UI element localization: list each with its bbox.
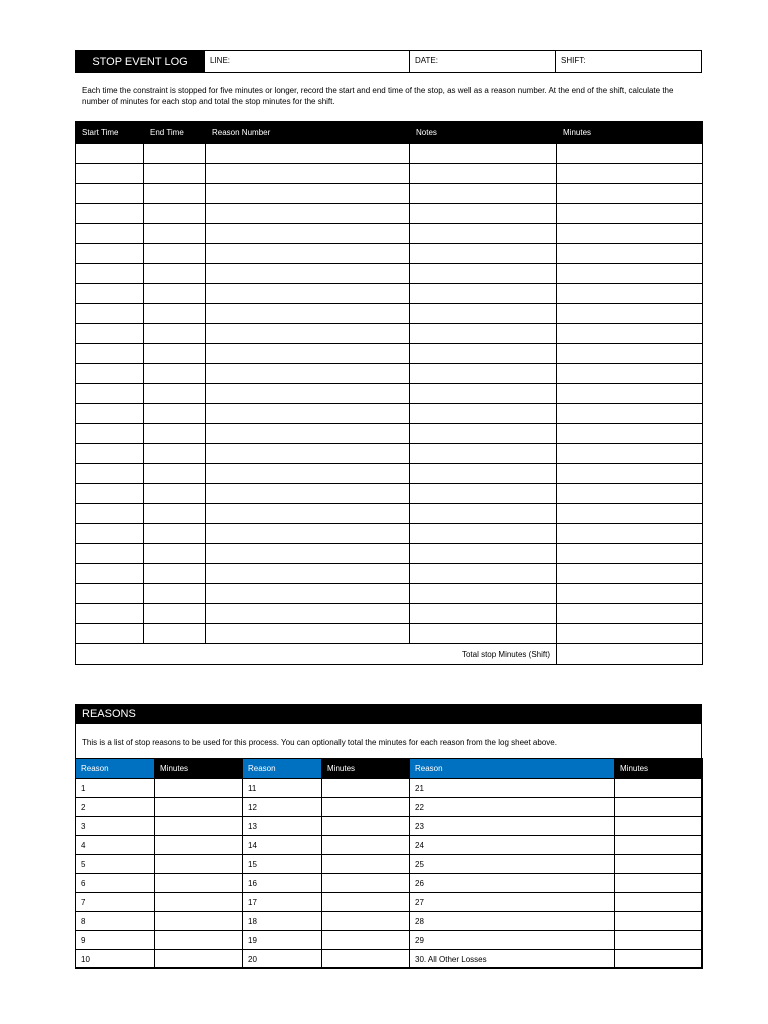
- notes-cell[interactable]: [410, 384, 557, 404]
- notes-cell[interactable]: [410, 524, 557, 544]
- reason-number: 14: [243, 836, 322, 855]
- table-row: [76, 604, 703, 624]
- end-time-cell[interactable]: [144, 304, 206, 324]
- reason-minutes-cell[interactable]: [322, 855, 410, 874]
- end-time-cell[interactable]: [144, 404, 206, 424]
- reason-minutes-cell[interactable]: [155, 912, 243, 931]
- reason-number: 20: [243, 950, 322, 969]
- reasons-description: This is a list of stop reasons to be used for this process. You can optionally total the minutes for each reason from the log sheet above.: [82, 738, 557, 747]
- reason-number: 8: [76, 912, 155, 931]
- end-time-cell[interactable]: [144, 584, 206, 604]
- reason-minutes-cell[interactable]: [615, 874, 703, 893]
- table-row: [76, 404, 703, 424]
- reason-minutes-cell[interactable]: [615, 950, 703, 969]
- start-time-cell[interactable]: [76, 544, 144, 564]
- reason-number: 15: [243, 855, 322, 874]
- start-time-cell[interactable]: [76, 324, 144, 344]
- total-label: Total stop Minutes (Shift): [76, 644, 557, 665]
- reason-minutes-cell[interactable]: [155, 798, 243, 817]
- col-reason: Reason: [243, 759, 322, 779]
- end-time-cell[interactable]: [144, 324, 206, 344]
- notes-cell[interactable]: [410, 184, 557, 204]
- total-row: [76, 644, 703, 665]
- reason-minutes-cell[interactable]: [155, 893, 243, 912]
- minutes-cell[interactable]: [557, 464, 703, 484]
- start-time-cell[interactable]: [76, 504, 144, 524]
- reason-number-cell[interactable]: [206, 604, 410, 624]
- notes-cell[interactable]: [410, 404, 557, 424]
- table-row: [76, 364, 703, 384]
- minutes-cell[interactable]: [557, 144, 703, 164]
- end-time-cell[interactable]: [144, 224, 206, 244]
- col-reason: Reason: [410, 759, 615, 779]
- end-time-cell[interactable]: [144, 484, 206, 504]
- reason-number: 26: [410, 874, 615, 893]
- start-time-cell[interactable]: [76, 484, 144, 504]
- reason-number-cell[interactable]: [206, 184, 410, 204]
- table-row: [76, 424, 703, 444]
- reason-number: 25: [410, 855, 615, 874]
- reason-number: 23: [410, 817, 615, 836]
- reason-minutes-cell[interactable]: [322, 893, 410, 912]
- reasons-title: REASONS: [76, 705, 701, 724]
- page-title: STOP EVENT LOG: [76, 51, 204, 72]
- table-row: [76, 324, 703, 344]
- reason-number-cell[interactable]: [206, 484, 410, 504]
- notes-cell[interactable]: [410, 324, 557, 344]
- reason-number-cell[interactable]: [206, 404, 410, 424]
- reason-number-cell[interactable]: [206, 544, 410, 564]
- reason-row: [76, 950, 703, 969]
- notes-cell[interactable]: [410, 624, 557, 644]
- shift-field[interactable]: SHIFT:: [555, 51, 701, 72]
- reason-number: 21: [410, 779, 615, 798]
- reason-number-cell[interactable]: [206, 324, 410, 344]
- table-row: [76, 224, 703, 244]
- reason-number: 30. All Other Losses: [410, 950, 615, 969]
- end-time-cell[interactable]: [144, 144, 206, 164]
- minutes-cell[interactable]: [557, 364, 703, 384]
- notes-cell[interactable]: [410, 484, 557, 504]
- minutes-cell[interactable]: [557, 624, 703, 644]
- table-row: [76, 184, 703, 204]
- notes-cell[interactable]: [410, 584, 557, 604]
- notes-cell[interactable]: [410, 284, 557, 304]
- start-time-cell[interactable]: [76, 404, 144, 424]
- notes-cell[interactable]: [410, 304, 557, 324]
- table-row: [76, 384, 703, 404]
- minutes-cell[interactable]: [557, 484, 703, 504]
- end-time-cell[interactable]: [144, 264, 206, 284]
- total-minutes-cell[interactable]: [557, 644, 703, 665]
- start-time-cell[interactable]: [76, 624, 144, 644]
- reason-number: 3: [76, 817, 155, 836]
- reason-row: [76, 836, 703, 855]
- table-row: [76, 144, 703, 164]
- minutes-cell[interactable]: [557, 584, 703, 604]
- col-minutes: Minutes: [155, 759, 243, 779]
- start-time-cell[interactable]: [76, 424, 144, 444]
- notes-cell[interactable]: [410, 604, 557, 624]
- notes-cell[interactable]: [410, 204, 557, 224]
- reason-number-cell[interactable]: [206, 524, 410, 544]
- reason-number: 9: [76, 931, 155, 950]
- reason-number-cell[interactable]: [206, 364, 410, 384]
- end-time-cell[interactable]: [144, 424, 206, 444]
- end-time-cell[interactable]: [144, 604, 206, 624]
- minutes-cell[interactable]: [557, 384, 703, 404]
- end-time-cell[interactable]: [144, 184, 206, 204]
- minutes-cell[interactable]: [557, 564, 703, 584]
- reason-number: 16: [243, 874, 322, 893]
- notes-cell[interactable]: [410, 504, 557, 524]
- reason-minutes-cell[interactable]: [322, 798, 410, 817]
- table-row: [76, 484, 703, 504]
- col-end-time: End Time: [144, 122, 206, 144]
- reason-minutes-cell[interactable]: [155, 817, 243, 836]
- start-time-cell[interactable]: [76, 244, 144, 264]
- reason-minutes-cell[interactable]: [155, 836, 243, 855]
- reason-number: 24: [410, 836, 615, 855]
- reason-row: [76, 912, 703, 931]
- reason-number-cell[interactable]: [206, 564, 410, 584]
- end-time-cell[interactable]: [144, 564, 206, 584]
- reason-number: 2: [76, 798, 155, 817]
- start-time-cell[interactable]: [76, 204, 144, 224]
- start-time-cell[interactable]: [76, 144, 144, 164]
- reason-number: 5: [76, 855, 155, 874]
- table-row: [76, 164, 703, 184]
- reason-number: 22: [410, 798, 615, 817]
- end-time-cell[interactable]: [144, 624, 206, 644]
- minutes-cell[interactable]: [557, 264, 703, 284]
- reason-minutes-cell[interactable]: [615, 798, 703, 817]
- reason-row: [76, 931, 703, 950]
- notes-cell[interactable]: [410, 564, 557, 584]
- reason-minutes-cell[interactable]: [322, 931, 410, 950]
- col-reason: Reason: [76, 759, 155, 779]
- notes-cell[interactable]: [410, 264, 557, 284]
- minutes-cell[interactable]: [557, 524, 703, 544]
- start-time-cell[interactable]: [76, 384, 144, 404]
- reason-minutes-cell[interactable]: [615, 817, 703, 836]
- end-time-cell[interactable]: [144, 204, 206, 224]
- start-time-cell[interactable]: [76, 344, 144, 364]
- reason-number-cell[interactable]: [206, 464, 410, 484]
- reason-number-cell[interactable]: [206, 384, 410, 404]
- col-minutes: Minutes: [322, 759, 410, 779]
- notes-cell[interactable]: [410, 364, 557, 384]
- minutes-cell[interactable]: [557, 304, 703, 324]
- instructions-text: Each time the constraint is stopped for five minutes or longer, record the start and end time of the stop, as well as a reason number. At the end of the shift, calculate the number of minutes for each stop and total the stop minutes for the shift.: [82, 86, 674, 106]
- start-time-cell[interactable]: [76, 164, 144, 184]
- minutes-cell[interactable]: [557, 284, 703, 304]
- start-time-cell[interactable]: [76, 304, 144, 324]
- date-field[interactable]: DATE:: [409, 51, 555, 72]
- reason-minutes-cell[interactable]: [155, 855, 243, 874]
- end-time-cell[interactable]: [144, 244, 206, 264]
- reason-number: 11: [243, 779, 322, 798]
- minutes-cell[interactable]: [557, 324, 703, 344]
- end-time-cell[interactable]: [144, 504, 206, 524]
- reason-number-cell[interactable]: [206, 584, 410, 604]
- reason-number-cell[interactable]: [206, 224, 410, 244]
- minutes-cell[interactable]: [557, 184, 703, 204]
- reason-minutes-cell[interactable]: [615, 931, 703, 950]
- end-time-cell[interactable]: [144, 464, 206, 484]
- table-row: [76, 284, 703, 304]
- reason-minutes-cell[interactable]: [155, 950, 243, 969]
- reason-number-cell[interactable]: [206, 624, 410, 644]
- reason-minutes-cell[interactable]: [322, 950, 410, 969]
- start-time-cell[interactable]: [76, 264, 144, 284]
- reason-minutes-cell[interactable]: [615, 836, 703, 855]
- reasons-table: [75, 758, 703, 969]
- notes-cell[interactable]: [410, 344, 557, 364]
- start-time-cell[interactable]: [76, 564, 144, 584]
- reason-number-cell[interactable]: [206, 344, 410, 364]
- reason-number-cell[interactable]: [206, 304, 410, 324]
- col-start-time: Start Time: [76, 122, 144, 144]
- reason-number: 27: [410, 893, 615, 912]
- end-time-cell[interactable]: [144, 344, 206, 364]
- minutes-cell[interactable]: [557, 404, 703, 424]
- minutes-cell[interactable]: [557, 604, 703, 624]
- table-row: [76, 564, 703, 584]
- table-row: [76, 304, 703, 324]
- minutes-cell[interactable]: [557, 244, 703, 264]
- reason-row: [76, 798, 703, 817]
- notes-cell[interactable]: [410, 144, 557, 164]
- reason-number: 29: [410, 931, 615, 950]
- end-time-cell[interactable]: [144, 524, 206, 544]
- reasons-header-row: [76, 759, 703, 779]
- reason-number: 28: [410, 912, 615, 931]
- col-notes: Notes: [410, 122, 557, 144]
- reason-minutes-cell[interactable]: [322, 817, 410, 836]
- start-time-cell[interactable]: [76, 464, 144, 484]
- table-row: [76, 524, 703, 544]
- reason-minutes-cell[interactable]: [155, 931, 243, 950]
- end-time-cell[interactable]: [144, 164, 206, 184]
- minutes-cell[interactable]: [557, 504, 703, 524]
- col-reason-number: Reason Number: [206, 122, 410, 144]
- reason-minutes-cell[interactable]: [322, 779, 410, 798]
- start-time-cell[interactable]: [76, 584, 144, 604]
- notes-cell[interactable]: [410, 464, 557, 484]
- table-row: [76, 244, 703, 264]
- notes-cell[interactable]: [410, 164, 557, 184]
- table-row: [76, 624, 703, 644]
- reason-number-cell[interactable]: [206, 504, 410, 524]
- reason-number-cell[interactable]: [206, 264, 410, 284]
- start-time-cell[interactable]: [76, 284, 144, 304]
- table-header-row: [76, 122, 703, 144]
- start-time-cell[interactable]: [76, 364, 144, 384]
- start-time-cell[interactable]: [76, 224, 144, 244]
- reason-number: 19: [243, 931, 322, 950]
- minutes-cell[interactable]: [557, 344, 703, 364]
- reason-row: [76, 817, 703, 836]
- reason-row: [76, 893, 703, 912]
- reason-number-cell[interactable]: [206, 284, 410, 304]
- reason-number-cell[interactable]: [206, 244, 410, 264]
- table-row: [76, 544, 703, 564]
- reason-minutes-cell[interactable]: [615, 893, 703, 912]
- reason-number-cell[interactable]: [206, 444, 410, 464]
- table-row: [76, 584, 703, 604]
- start-time-cell[interactable]: [76, 524, 144, 544]
- minutes-cell[interactable]: [557, 164, 703, 184]
- reason-row: [76, 855, 703, 874]
- start-time-cell[interactable]: [76, 604, 144, 624]
- table-row: [76, 464, 703, 484]
- reason-minutes-cell[interactable]: [322, 874, 410, 893]
- reason-number: 4: [76, 836, 155, 855]
- reason-number-cell[interactable]: [206, 164, 410, 184]
- end-time-cell[interactable]: [144, 284, 206, 304]
- col-minutes: Minutes: [615, 759, 703, 779]
- minutes-cell[interactable]: [557, 224, 703, 244]
- start-time-cell[interactable]: [76, 444, 144, 464]
- table-row: [76, 504, 703, 524]
- reason-minutes-cell[interactable]: [615, 779, 703, 798]
- reason-number: 6: [76, 874, 155, 893]
- notes-cell[interactable]: [410, 224, 557, 244]
- table-row: [76, 204, 703, 224]
- reason-number: 17: [243, 893, 322, 912]
- reason-minutes-cell[interactable]: [155, 779, 243, 798]
- end-time-cell[interactable]: [144, 364, 206, 384]
- end-time-cell[interactable]: [144, 444, 206, 464]
- minutes-cell[interactable]: [557, 544, 703, 564]
- reason-minutes-cell[interactable]: [322, 912, 410, 931]
- start-time-cell[interactable]: [76, 184, 144, 204]
- reason-number: 18: [243, 912, 322, 931]
- reason-number: 10: [76, 950, 155, 969]
- reason-minutes-cell[interactable]: [615, 855, 703, 874]
- notes-cell[interactable]: [410, 444, 557, 464]
- col-minutes: Minutes: [557, 122, 703, 144]
- reason-number-cell[interactable]: [206, 144, 410, 164]
- reason-minutes-cell[interactable]: [322, 836, 410, 855]
- reason-minutes-cell[interactable]: [615, 912, 703, 931]
- reason-number-cell[interactable]: [206, 204, 410, 224]
- reason-number: 12: [243, 798, 322, 817]
- reason-row: [76, 779, 703, 798]
- end-time-cell[interactable]: [144, 544, 206, 564]
- line-field[interactable]: LINE:: [204, 51, 409, 72]
- log-header: [75, 50, 702, 73]
- reason-number: 7: [76, 893, 155, 912]
- reason-number-cell[interactable]: [206, 424, 410, 444]
- notes-cell[interactable]: [410, 544, 557, 564]
- reason-number: 13: [243, 817, 322, 836]
- notes-cell[interactable]: [410, 244, 557, 264]
- reason-minutes-cell[interactable]: [155, 874, 243, 893]
- end-time-cell[interactable]: [144, 384, 206, 404]
- reason-number: 1: [76, 779, 155, 798]
- minutes-cell[interactable]: [557, 444, 703, 464]
- stop-event-table: [75, 121, 703, 665]
- table-row: [76, 344, 703, 364]
- minutes-cell[interactable]: [557, 424, 703, 444]
- table-row: [76, 264, 703, 284]
- notes-cell[interactable]: [410, 424, 557, 444]
- minutes-cell[interactable]: [557, 204, 703, 224]
- table-row: [76, 444, 703, 464]
- reason-row: [76, 874, 703, 893]
